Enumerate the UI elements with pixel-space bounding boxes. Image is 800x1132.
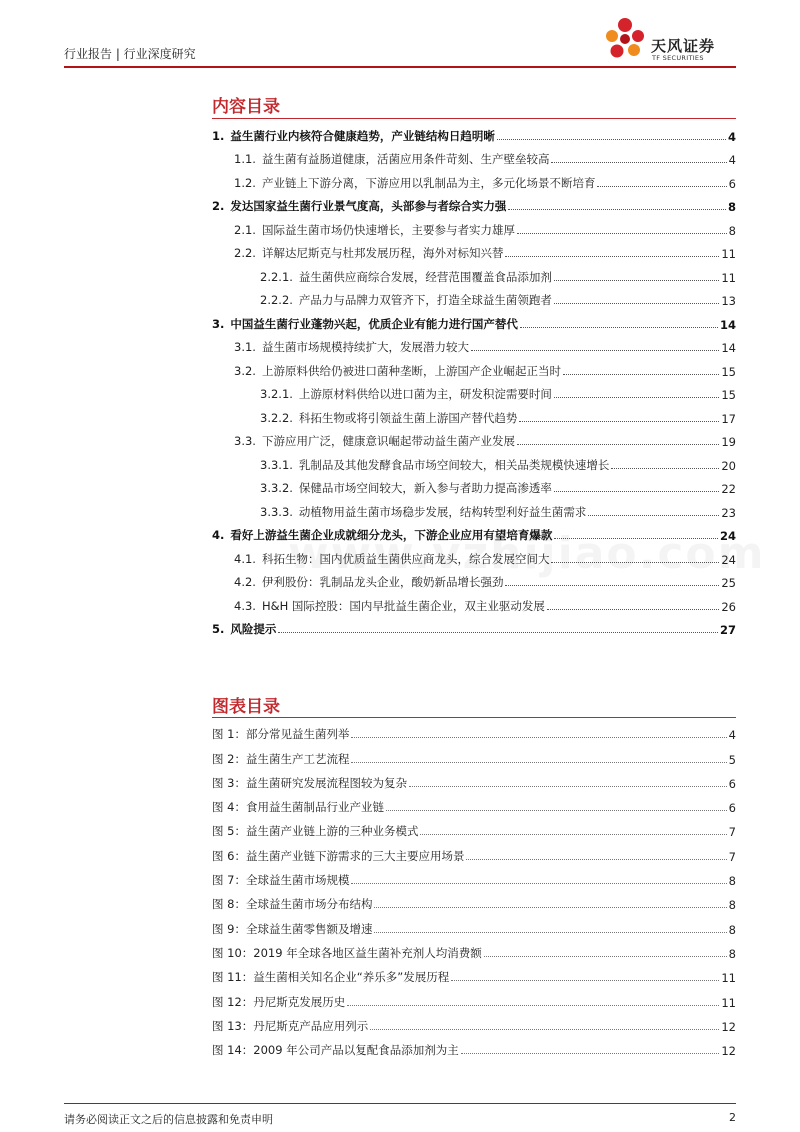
dot-leader [563, 374, 719, 375]
toc-entry-label: 上游原料供给仍被进口菌种垄断，上游国产企业崛起正当时 [261, 363, 561, 378]
toc-entry-label: 乳制品及其他发酵食品市场空间较大，相关品类规模快速增长 [298, 457, 610, 472]
dot-leader [420, 834, 726, 835]
toc-entry[interactable] [212, 332, 736, 356]
figure-entry[interactable] [212, 742, 736, 766]
dot-leader [374, 932, 726, 933]
figure-entry[interactable] [212, 912, 736, 936]
figure-entry-label: 图 13：丹尼斯克产品应用列示 [212, 1018, 369, 1033]
toc-entry-label: 国际益生菌市场仍快速增长，主要参与者实力雄厚 [261, 222, 515, 237]
toc-entry-label: 伊利股份：乳制品龙头企业，酸奶新品增长强劲 [261, 575, 504, 589]
dot-leader [370, 1029, 719, 1030]
figure-entry[interactable] [212, 864, 736, 888]
figure-entry-page: 6 [728, 776, 736, 791]
figure-entry-page: 11 [721, 971, 736, 986]
toc-entry-label: 中国益生菌行业蓬勃兴起，优质企业有能力进行国产替代 [230, 316, 518, 331]
figure-entry-page: 8 [728, 922, 736, 937]
dot-leader [517, 233, 727, 234]
toc-title: 内容目录 [212, 97, 280, 117]
toc-entry[interactable] [212, 355, 736, 379]
toc-entry-label: 动植物用益生菌市场稳步发展，结构转型利好益生菌需求 [298, 504, 587, 519]
toc-entry-text [260, 504, 586, 520]
toc-entry-label: 保健品市场空间较大，新入参与者助力提高渗透率 [298, 481, 552, 495]
footer-disclaimer: 请务必阅读正文之后的信息披露和免责申明 [64, 1113, 273, 1126]
figure-entry-label: 图 6：益生菌产业链下游需求的三大主要应用场景 [212, 848, 465, 863]
dot-leader [554, 303, 719, 304]
toc-entry[interactable] [212, 214, 736, 238]
toc-entry-page: 8 [728, 223, 736, 238]
figure-list [212, 718, 736, 1058]
dot-leader [471, 350, 719, 351]
dot-leader [451, 980, 719, 981]
figure-entry-label: 图 2：益生菌生产工艺流程 [212, 751, 350, 766]
toc-entry-label: 益生菌市场规模持续扩大，发展潜力较大 [261, 340, 469, 354]
dot-leader [461, 1053, 720, 1054]
dot-leader [551, 162, 726, 163]
toc-entry-page: 11 [721, 270, 736, 285]
figure-entry-page: 4 [728, 728, 736, 743]
toc-entry-text [260, 410, 517, 426]
toc-entry-label: 发达国家益生菌行业景气度高，头部参与者综合实力强 [230, 199, 507, 213]
dot-leader [517, 444, 719, 445]
toc-entry[interactable] [212, 167, 736, 191]
dot-leader [554, 280, 719, 281]
toc-entry-number: 3.3.2. [260, 481, 293, 495]
toc-entry[interactable] [212, 191, 736, 215]
toc-entry-number: 3.2.2. [260, 410, 293, 425]
dot-leader [347, 1005, 719, 1006]
dot-leader [351, 883, 726, 884]
company-logo [601, 16, 736, 64]
toc-title-divider [212, 118, 736, 119]
figure-entry-label: 图 11：益生菌相关知名企业“养乐多”发展历程 [212, 970, 450, 985]
toc-entry-page: 24 [719, 529, 736, 543]
figure-entry[interactable] [212, 888, 736, 912]
figure-entry-label: 图 1：部分常见益生菌列举 [212, 727, 350, 742]
figure-entry-page: 8 [728, 946, 736, 961]
dot-leader [505, 585, 719, 586]
figure-entry-page: 7 [728, 849, 736, 864]
figure-entry[interactable] [212, 1010, 736, 1034]
toc-entry-page: 11 [721, 247, 736, 261]
toc-entry-label: H&H 国际控股：国内早批益生菌企业，双主业驱动发展 [261, 598, 545, 613]
toc-entry-page: 14 [721, 341, 736, 355]
figure-entry[interactable] [212, 961, 736, 985]
toc-entry-label: 益生菌供应商综合发展，经营范围覆盖食品添加剂 [298, 269, 552, 284]
figure-entry[interactable] [212, 839, 736, 863]
toc-entry[interactable] [212, 144, 736, 168]
figure-entry[interactable] [212, 815, 736, 839]
dot-leader [351, 762, 726, 763]
figure-entry[interactable] [212, 718, 736, 742]
toc-entry-number: 2.1. [234, 222, 256, 237]
figure-entry-page: 8 [728, 898, 736, 913]
toc-entry-text [234, 222, 515, 238]
dot-leader [505, 256, 719, 257]
toc-entry-page: 27 [719, 623, 736, 637]
toc-entry-text [260, 457, 609, 473]
toc-entry-label: 产业链上下游分离，下游应用以乳制品为主，多元化场景不断培育 [261, 175, 596, 190]
toc-entry[interactable] [212, 120, 736, 144]
toc-entry-page: 14 [719, 317, 736, 332]
dot-leader [519, 421, 719, 422]
page-header [64, 0, 736, 70]
toc-entry-number: 3.1. [234, 340, 256, 354]
figure-entry-label: 图 12：丹尼斯克发展历史 [212, 994, 346, 1009]
figure-entry[interactable] [212, 767, 736, 791]
dot-leader [497, 139, 726, 140]
toc-entry-page: 26 [721, 599, 736, 614]
figure-entry-page: 7 [728, 825, 736, 840]
toc-entry-text [234, 339, 469, 355]
toc-entry-number: 2. [212, 199, 225, 213]
footer-divider [64, 1103, 736, 1104]
toc-entry-text [234, 433, 515, 449]
dot-leader [554, 491, 719, 492]
figure-entry-label: 图 3：益生菌研究发展流程图较为复杂 [212, 775, 407, 790]
toc-entry-number: 3.2. [234, 363, 256, 378]
logo-cn-text: 天风证券 [651, 37, 716, 55]
figure-entry-page: 12 [721, 1019, 736, 1034]
figure-entry-label: 图 4：食用益生菌制品行业产业链 [212, 800, 384, 815]
toc-entry-number: 4. [212, 528, 225, 542]
toc-entry-text [234, 598, 545, 614]
toc-entry-text [234, 175, 595, 191]
toc-entry-page: 13 [721, 294, 736, 308]
dot-leader [547, 609, 719, 610]
toc-entry-label: 上游原材料供给以进口菌为主，研发积淀需要时间 [298, 387, 552, 401]
toc-entry-label: 科拓生物或将引领益生菌上游国产替代趋势 [298, 410, 518, 425]
toc-entry-text [260, 386, 552, 402]
toc-entry-number: 1.1. [234, 152, 256, 166]
toc-entry-text [212, 316, 518, 332]
dot-leader [588, 515, 719, 516]
toc-entry[interactable] [212, 285, 736, 309]
toc-entry-number: 2.2. [234, 246, 256, 260]
toc-entry[interactable] [212, 261, 736, 285]
tf-flower-icon [601, 16, 649, 64]
toc-entry-page: 25 [721, 576, 736, 590]
toc-entry-number: 3.2.1. [260, 387, 293, 401]
toc-entry-label: 详解达尼斯克与杜邦发展历程，海外对标知兴替 [261, 246, 504, 260]
watermark [288, 528, 766, 579]
figure-entry-page: 5 [728, 752, 736, 767]
figure-entry-page: 11 [721, 995, 736, 1010]
figure-entry[interactable] [212, 985, 736, 1009]
toc-entry-label: 益生菌行业内核符合健康趋势，产业链结构日趋明晰 [230, 128, 495, 143]
toc-entry-label: 看好上游益生菌企业成就细分龙头，下游企业应用有望培育爆款 [230, 528, 553, 542]
toc-entry-page: 15 [721, 388, 736, 402]
dot-leader [386, 810, 727, 811]
toc-entry-page: 6 [728, 176, 736, 191]
toc-entry-number: 3. [212, 316, 225, 331]
dot-leader [611, 468, 719, 469]
toc-entry-number: 4.1. [234, 551, 256, 566]
dot-leader [484, 956, 727, 957]
figure-entry[interactable] [212, 791, 736, 815]
figure-entry-label: 图 10：2019 年全球各地区益生菌补充剂人均消费额 [212, 945, 482, 960]
toc-entry[interactable] [212, 308, 736, 332]
header-divider [64, 66, 736, 68]
toc-entry-number: 3.3.3. [260, 504, 293, 519]
figure-entry-label: 图 7：全球益生菌市场规模 [212, 873, 350, 888]
toc-entry[interactable] [212, 590, 736, 614]
toc-entry-label: 下游应用广泛，健康意识崛起带动益生菌产业发展 [261, 434, 515, 448]
toc-entry-number: 1.2. [234, 175, 256, 190]
toc-entry-text [212, 198, 506, 214]
toc-entry[interactable] [212, 402, 736, 426]
figure-entry[interactable] [212, 1034, 736, 1058]
dot-leader [508, 209, 726, 210]
figure-entry-page: 12 [721, 1044, 736, 1059]
toc-entry-number: 3.3. [234, 434, 256, 448]
toc-entry-page: 15 [721, 364, 736, 379]
page-number: 2 [729, 1111, 736, 1124]
dot-leader [554, 397, 719, 398]
toc-entry-text [234, 151, 549, 167]
toc-entry-number: 4.3. [234, 598, 256, 613]
toc-entry-page: 23 [721, 505, 736, 520]
toc-entry[interactable] [212, 238, 736, 262]
dot-leader [597, 186, 726, 187]
toc-entry-label: 益生菌有益肠道健康，活菌应用条件苛刻、生产壁垒较高 [261, 152, 550, 166]
toc-entry[interactable] [212, 379, 736, 403]
figure-entry-page: 8 [728, 874, 736, 889]
figure-entry[interactable] [212, 937, 736, 961]
toc-entry-label: 风险提示 [230, 622, 277, 636]
toc-entry-page: 22 [721, 482, 736, 496]
toc-entry-label: 科拓生物：国内优质益生菌供应商龙头，综合发展空间大 [261, 551, 550, 566]
toc-entry-number: 5. [212, 622, 225, 636]
toc-entry[interactable] [212, 449, 736, 473]
dot-leader [466, 859, 726, 860]
dot-leader [409, 786, 727, 787]
dot-leader [351, 737, 726, 738]
toc-entry-text [234, 363, 561, 379]
toc-entry-text [212, 128, 495, 144]
toc-entry-page: 19 [721, 435, 736, 449]
toc-entry-page: 24 [721, 552, 736, 567]
dot-leader [520, 327, 718, 328]
figure-entry-page: 6 [728, 801, 736, 816]
breadcrumb: 行业报告 | 行业深度研究 [64, 47, 196, 61]
dot-leader [278, 632, 718, 633]
figure-entry-label: 图 5：益生菌产业链上游的三种业务模式 [212, 824, 419, 839]
toc-entry[interactable] [212, 473, 736, 497]
toc-entry-number: 1. [212, 128, 225, 143]
dot-leader [374, 907, 726, 908]
toc-entry-text [260, 480, 552, 496]
toc-entry[interactable] [212, 496, 736, 520]
toc-entry-page: 20 [721, 458, 736, 473]
toc-entry-page: 8 [727, 200, 736, 214]
toc-entry-number: 3.3.1. [260, 457, 293, 472]
toc-entry-page: 17 [721, 411, 736, 426]
toc-entry-number: 2.2.2. [260, 293, 293, 307]
toc-entry-text [234, 245, 503, 261]
figures-title: 图表目录 [212, 697, 280, 717]
toc-entry[interactable] [212, 614, 736, 638]
toc-entry-label: 产品力与品牌力双管齐下，打造全球益生菌领跑者 [298, 293, 552, 307]
toc-entry-page: 4 [728, 153, 736, 167]
figure-entry-label: 图 8：全球益生菌市场分布结构 [212, 897, 373, 912]
toc-entry-text [260, 292, 552, 308]
figure-entry-label: 图 9：全球益生菌零售额及增速 [212, 921, 373, 936]
toc-entry-page: 4 [727, 129, 736, 144]
toc-entry-number: 2.2.1. [260, 269, 293, 284]
toc-entry-text [260, 269, 552, 285]
toc-entry-text [212, 621, 276, 637]
toc-entry[interactable] [212, 426, 736, 450]
figure-entry-label: 图 14：2009 年公司产品以复配食品添加剂为主 [212, 1043, 459, 1058]
toc-entry-number: 4.2. [234, 575, 256, 589]
logo-en-text: TF SECURITIES [652, 54, 704, 62]
